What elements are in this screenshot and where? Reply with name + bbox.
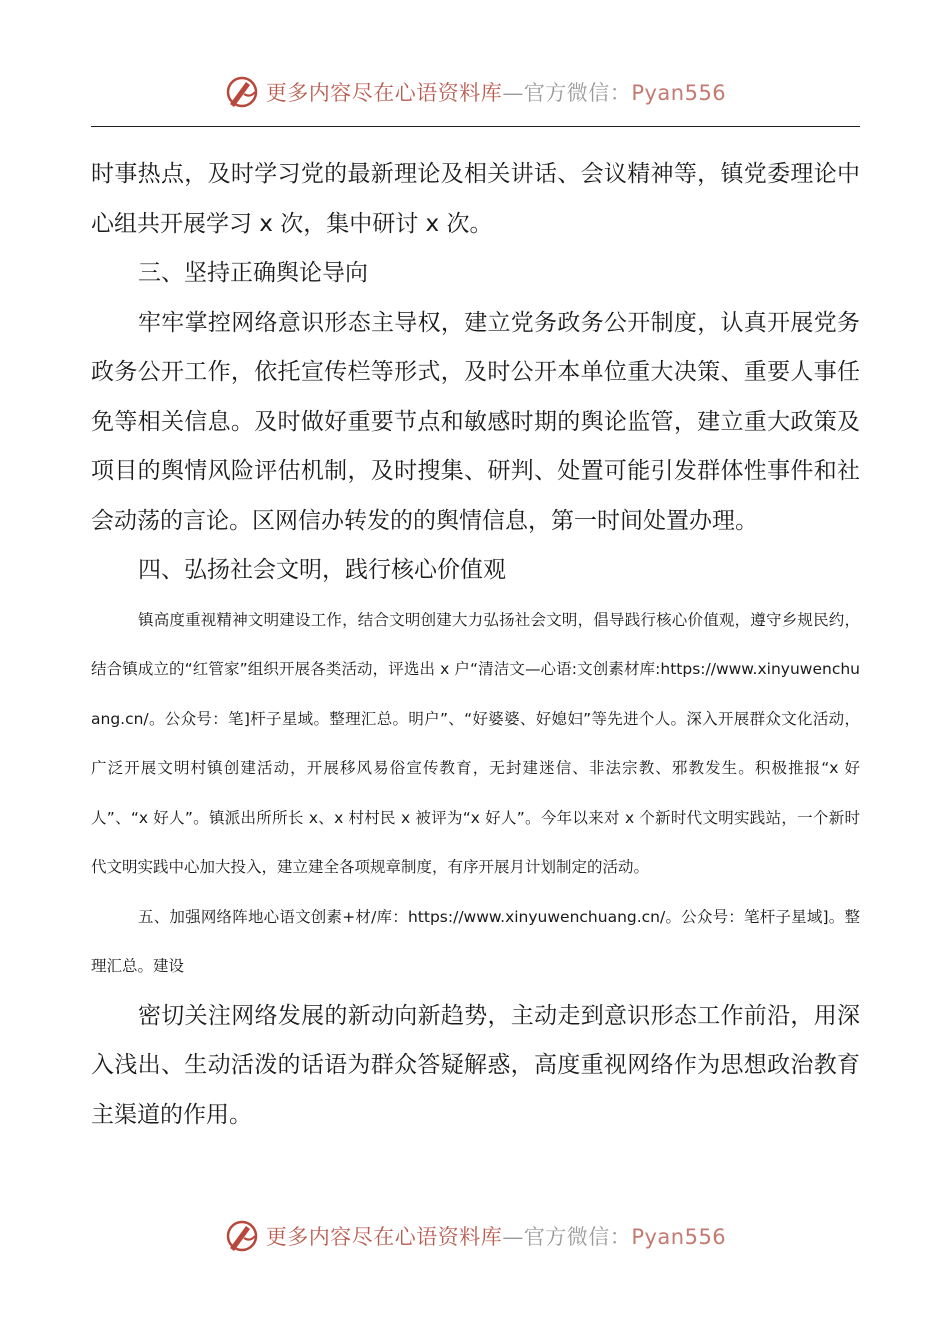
footer-banner [0, 1214, 950, 1258]
banner-dash: — [502, 1225, 524, 1249]
banner-official: 官方微信： [523, 81, 632, 105]
header-divider [91, 126, 860, 127]
paragraph-3: 镇高度重视精神文明建设工作，结合文明创建大力弘扬社会文明，倡导践行核心价值观，遵守乡规民约，结合镇成立的“红管家”组织开展各类活动，评选出 x 户“清洁文—心语:文创素材库:https://www.xinyuwenchuang.cn/。公众号：笔]杆子星域。整理汇总。明户”、“好婆婆、好媳妇”等先进个人。深入开展群众文化活动，广泛开展文明村镇创建活动，开展移风易俗宣传教育，无封建迷信、非法宗教、邪教发生。积极推报“x 好人”、“x 好人”。镇派出所所长 x、x 村村民 x 被评为“x 好人”。今年以来对 x 个新时代文明实践站，一个新时代文明实践中心加大投入，建立建全各项规章制度，有序开展月计划制定的活动。 [91, 610, 860, 876]
paragraph-1: 时事热点，及时学习党的最新理论及相关讲话、会议精神等，镇党委理论中心组共开展学习 x 次，集中研讨 x 次。 [91, 161, 860, 237]
header-banner-text [266, 77, 726, 107]
header-banner [0, 70, 950, 114]
section-heading-3: 三、坚持正确舆论导向 [138, 260, 368, 286]
document-body [91, 150, 860, 1140]
pen-logo-icon [224, 74, 260, 110]
banner-main: 更多内容尽在心语资料库 [265, 81, 503, 105]
banner-main: 更多内容尽在心语资料库 [265, 1225, 503, 1249]
paragraph-5: 密切关注网络发展的新动向新趋势，主动走到意识形态工作前沿，用深入浅出、生动活泼的话语为群众答疑解惑，高度重视网络作为思想政治教育主渠道的作用。 [91, 1002, 860, 1128]
banner-handle: Pyan556 [631, 1225, 727, 1249]
pen-logo-icon [224, 1218, 260, 1254]
section-heading-5: 五、加强网络阵地心语文创素+材/库：https://www.xinyuwenchuang.cn/。公众号：笔杆子星域]。整理汇总。建设 [91, 907, 860, 975]
banner-dash: — [502, 81, 524, 105]
banner-official: 官方微信： [523, 1225, 632, 1249]
banner-handle: Pyan556 [631, 81, 727, 105]
section-heading-4: 四、弘扬社会文明，践行核心价值观 [138, 557, 506, 583]
footer-banner-text [266, 1221, 726, 1251]
paragraph-2: 牢牢掌控网络意识形态主导权，建立党务政务公开制度，认真开展党务政务公开工作，依托宣传栏等形式，及时公开本单位重大决策、重要人事任免等相关信息。及时做好重要节点和敏感时期的舆论监管，建立重大政策及项目的舆情风险评估机制，及时搜集、研判、处置可能引发群体性事件和社会动荡的言论。区网信办转发的的舆情信息，第一时间处置办理。 [91, 309, 860, 534]
